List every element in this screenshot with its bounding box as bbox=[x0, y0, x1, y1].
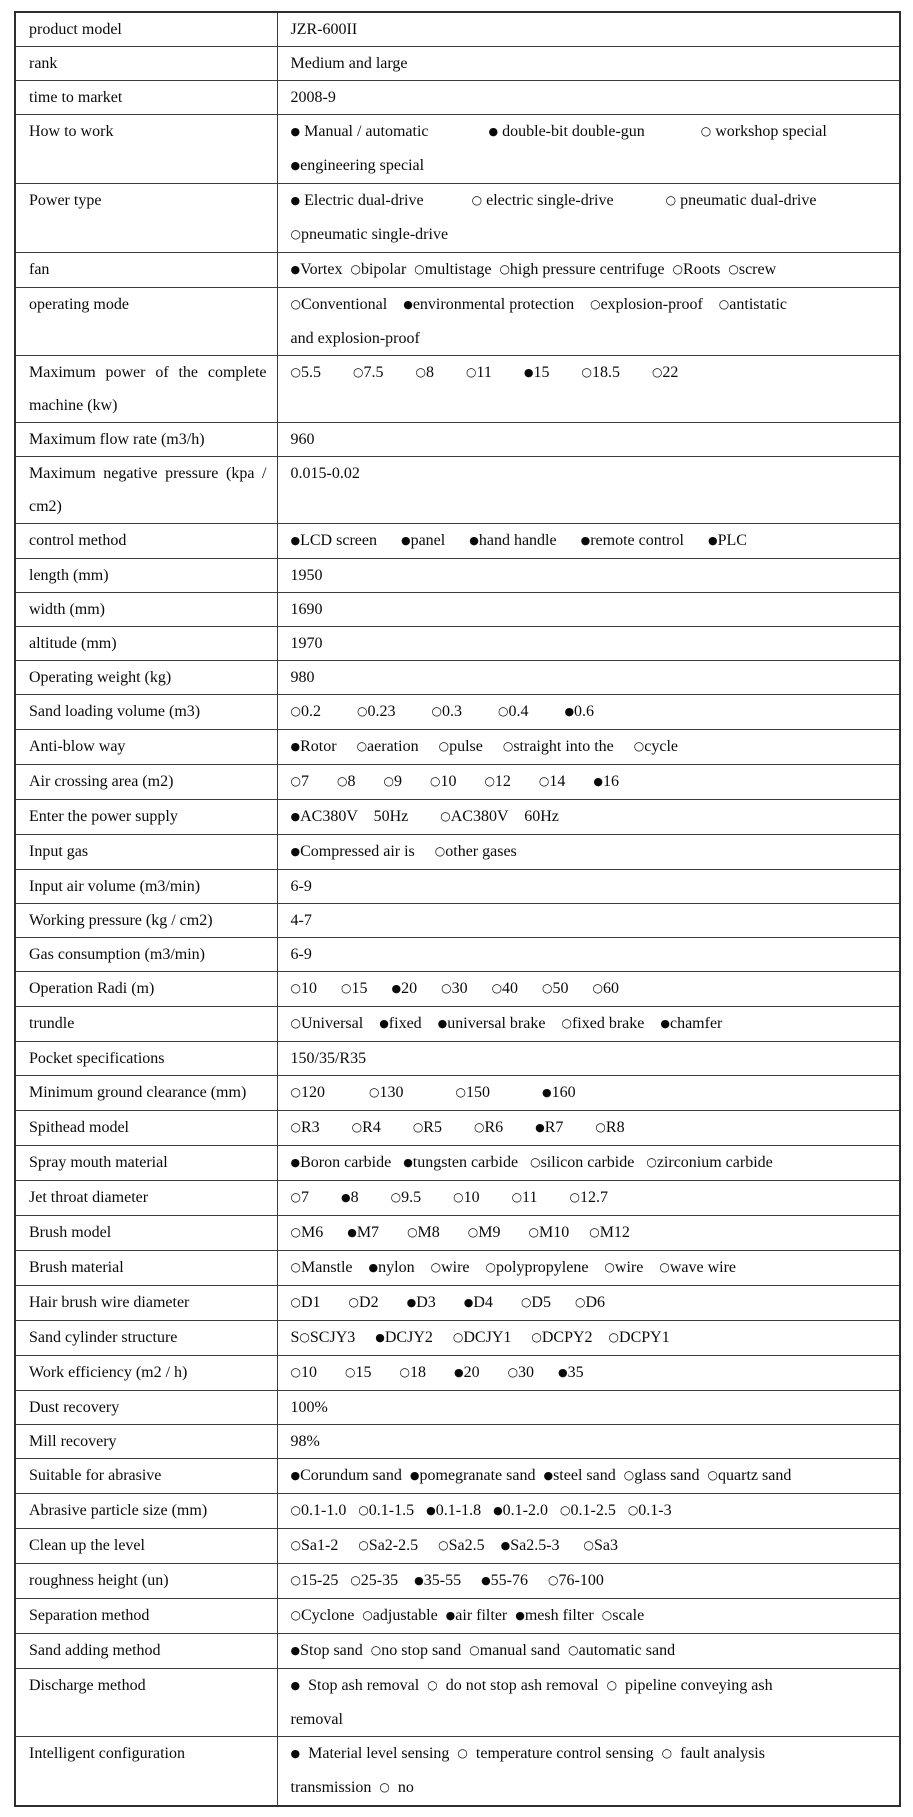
spec-value: Medium and large bbox=[277, 47, 900, 81]
filled-radio-icon: ● bbox=[290, 1679, 301, 1692]
spec-label: Clean up the level bbox=[15, 1529, 277, 1564]
empty-radio-icon: ○ bbox=[465, 365, 477, 379]
spec-label: Anti-blow way bbox=[15, 730, 277, 765]
spec-row bbox=[15, 730, 900, 765]
empty-radio-icon: ○ bbox=[502, 739, 514, 753]
filled-radio-icon: ● bbox=[290, 194, 301, 207]
empty-radio-icon: ○ bbox=[290, 1503, 301, 1517]
empty-radio-icon: ○ bbox=[379, 1780, 390, 1794]
spec-label: fan bbox=[15, 253, 277, 288]
empty-radio-icon: ○ bbox=[530, 1155, 541, 1169]
empty-radio-icon: ○ bbox=[399, 1365, 410, 1379]
empty-radio-icon: ○ bbox=[469, 1643, 480, 1657]
spec-value: ○R3 ○R4 ○R5 ○R6 ●R7 ○R8 bbox=[277, 1111, 900, 1146]
spec-row bbox=[15, 1216, 900, 1251]
spec-label: Minimum ground clearance (mm) bbox=[15, 1076, 277, 1111]
filled-radio-icon: ● bbox=[453, 1366, 464, 1379]
filled-radio-icon: ● bbox=[340, 1191, 351, 1204]
spec-value: ○7 ○8 ○9 ○10 ○12 ○14 ●16 bbox=[277, 765, 900, 800]
empty-radio-icon: ○ bbox=[290, 1016, 301, 1030]
spec-label: trundle bbox=[15, 1007, 277, 1042]
empty-radio-icon: ○ bbox=[356, 704, 368, 718]
spec-label: length (mm) bbox=[15, 559, 277, 593]
filled-radio-icon: ● bbox=[564, 705, 575, 718]
filled-radio-icon: ● bbox=[403, 1156, 413, 1169]
empty-radio-icon: ○ bbox=[438, 739, 450, 753]
spec-value: ●Rotor ○aeration ○pulse ○straight into the ○cycle bbox=[277, 730, 900, 765]
empty-radio-icon: ○ bbox=[290, 1538, 301, 1552]
empty-radio-icon: ○ bbox=[455, 1085, 466, 1099]
filled-radio-icon: ● bbox=[379, 1017, 389, 1030]
spec-label: width (mm) bbox=[15, 593, 277, 627]
empty-radio-icon: ○ bbox=[453, 1190, 464, 1204]
filled-radio-icon: ● bbox=[409, 1469, 420, 1482]
spec-value: ●AC380V 50Hz ○AC380V 60Hz bbox=[277, 800, 900, 835]
empty-radio-icon: ○ bbox=[440, 809, 451, 823]
empty-radio-icon: ○ bbox=[290, 774, 301, 788]
filled-radio-icon: ● bbox=[290, 1644, 301, 1657]
spec-row bbox=[15, 115, 900, 184]
empty-radio-icon: ○ bbox=[528, 1225, 539, 1239]
empty-radio-icon: ○ bbox=[569, 1190, 580, 1204]
spec-row bbox=[15, 593, 900, 627]
empty-radio-icon: ○ bbox=[290, 1260, 301, 1274]
spec-label: Spray mouth material bbox=[15, 1146, 277, 1181]
empty-radio-icon: ○ bbox=[604, 1260, 615, 1274]
empty-radio-icon: ○ bbox=[350, 262, 361, 276]
spec-label: Gas consumption (m3/min) bbox=[15, 938, 277, 972]
spec-row bbox=[15, 1076, 900, 1111]
filled-radio-icon: ● bbox=[400, 534, 411, 547]
spec-value: ●Compressed air is ○other gases bbox=[277, 835, 900, 870]
spec-row bbox=[15, 524, 900, 559]
spec-row bbox=[15, 1737, 900, 1807]
empty-radio-icon: ○ bbox=[592, 981, 604, 995]
empty-radio-icon: ○ bbox=[290, 1365, 301, 1379]
spec-value: ○Manstle ●nylon ○wire ○polypropylene ○wire ○wave wire bbox=[277, 1251, 900, 1286]
empty-radio-icon: ○ bbox=[520, 1295, 532, 1309]
filled-radio-icon: ● bbox=[290, 845, 301, 858]
spec-table-body bbox=[15, 12, 900, 1806]
filled-radio-icon: ● bbox=[535, 1121, 545, 1134]
filled-radio-icon: ● bbox=[660, 1017, 670, 1030]
spec-row bbox=[15, 1321, 900, 1356]
spec-value: JZR-600II bbox=[277, 12, 900, 47]
spec-row bbox=[15, 559, 900, 593]
empty-radio-icon: ○ bbox=[627, 1503, 639, 1517]
empty-radio-icon: ○ bbox=[290, 981, 301, 995]
empty-radio-icon: ○ bbox=[548, 1573, 559, 1587]
spec-value: ● Manual / automatic ● double-bit double-gun ○ workshop special ●engineering special bbox=[277, 115, 900, 184]
empty-radio-icon: ○ bbox=[430, 1260, 442, 1274]
spec-value: 1690 bbox=[277, 593, 900, 627]
spec-row bbox=[15, 1529, 900, 1564]
empty-radio-icon: ○ bbox=[352, 365, 364, 379]
empty-radio-icon: ○ bbox=[290, 227, 301, 241]
spec-value: 1950 bbox=[277, 559, 900, 593]
empty-radio-icon: ○ bbox=[665, 193, 677, 207]
filled-radio-icon: ● bbox=[290, 1469, 301, 1482]
empty-radio-icon: ○ bbox=[700, 124, 712, 138]
empty-radio-icon: ○ bbox=[452, 1330, 464, 1344]
empty-radio-icon: ○ bbox=[511, 1190, 523, 1204]
spec-row bbox=[15, 47, 900, 81]
spec-row bbox=[15, 627, 900, 661]
empty-radio-icon: ○ bbox=[358, 1538, 369, 1552]
empty-radio-icon: ○ bbox=[390, 1190, 402, 1204]
empty-radio-icon: ○ bbox=[471, 193, 483, 207]
empty-radio-icon: ○ bbox=[412, 1120, 424, 1134]
empty-radio-icon: ○ bbox=[457, 1746, 468, 1760]
spec-value: ○15-25 ○25-35 ●35-55 ●55-76 ○76-100 bbox=[277, 1564, 900, 1599]
spec-label: Maximum negative pressure (kpa / cm2) bbox=[15, 457, 277, 524]
spec-label: Input air volume (m3/min) bbox=[15, 870, 277, 904]
empty-radio-icon: ○ bbox=[651, 365, 663, 379]
empty-radio-icon: ○ bbox=[672, 262, 684, 276]
spec-row bbox=[15, 1146, 900, 1181]
spec-value: ● Stop ash removal ○ do not stop ash removal ○ pipeline conveying ash removal bbox=[277, 1669, 900, 1737]
filled-radio-icon: ● bbox=[426, 1504, 436, 1517]
filled-radio-icon: ● bbox=[290, 1747, 301, 1760]
empty-radio-icon: ○ bbox=[344, 1365, 356, 1379]
spec-row bbox=[15, 457, 900, 524]
empty-radio-icon: ○ bbox=[467, 1225, 479, 1239]
spec-row bbox=[15, 835, 900, 870]
filled-radio-icon: ● bbox=[406, 1296, 417, 1309]
empty-radio-icon: ○ bbox=[434, 844, 446, 858]
spec-label: Sand loading volume (m3) bbox=[15, 695, 277, 730]
filled-radio-icon: ● bbox=[290, 810, 301, 823]
spec-label: Power type bbox=[15, 184, 277, 253]
spec-label: Intelligent configuration bbox=[15, 1737, 277, 1807]
filled-radio-icon: ● bbox=[558, 1366, 568, 1379]
spec-value: ● Electric dual-drive ○ electric single-drive ○ pneumatic dual-drive ○pneumatic single-drive bbox=[277, 184, 900, 253]
spec-label: rank bbox=[15, 47, 277, 81]
filled-radio-icon: ● bbox=[500, 1539, 511, 1552]
empty-radio-icon: ○ bbox=[429, 774, 441, 788]
empty-radio-icon: ○ bbox=[340, 981, 352, 995]
spec-row bbox=[15, 1494, 900, 1529]
empty-radio-icon: ○ bbox=[407, 1225, 418, 1239]
spec-value: 4-7 bbox=[277, 904, 900, 938]
empty-radio-icon: ○ bbox=[358, 1503, 369, 1517]
filled-radio-icon: ● bbox=[707, 534, 718, 547]
spec-value: ○0.1-1.0 ○0.1-1.5 ●0.1-1.8 ●0.1-2.0 ○0.1-2.5 ○0.1-3 bbox=[277, 1494, 900, 1529]
spec-value: S○SCJY3 ●DCJY2 ○DCJY1 ○DCPY2 ○DCPY1 bbox=[277, 1321, 900, 1356]
spec-label: Separation method bbox=[15, 1599, 277, 1634]
spec-value: ○120 ○130 ○150 ●160 bbox=[277, 1076, 900, 1111]
filled-radio-icon: ● bbox=[403, 298, 413, 311]
spec-label: Pocket specifications bbox=[15, 1042, 277, 1076]
filled-radio-icon: ● bbox=[543, 1469, 554, 1482]
empty-radio-icon: ○ bbox=[507, 1365, 519, 1379]
empty-radio-icon: ○ bbox=[590, 297, 601, 311]
empty-radio-icon: ○ bbox=[362, 1608, 373, 1622]
empty-radio-icon: ○ bbox=[497, 704, 509, 718]
empty-radio-icon: ○ bbox=[633, 739, 645, 753]
empty-radio-icon: ○ bbox=[581, 365, 592, 379]
empty-radio-icon: ○ bbox=[290, 297, 301, 311]
spec-label: How to work bbox=[15, 115, 277, 184]
spec-value: ○0.2 ○0.23 ○0.3 ○0.4 ●0.6 bbox=[277, 695, 900, 730]
filled-radio-icon: ● bbox=[493, 1504, 503, 1517]
spec-row bbox=[15, 1286, 900, 1321]
empty-radio-icon: ○ bbox=[351, 1120, 363, 1134]
empty-radio-icon: ○ bbox=[538, 774, 550, 788]
spec-label: Dust recovery bbox=[15, 1391, 277, 1425]
empty-radio-icon: ○ bbox=[568, 1643, 579, 1657]
spec-label: product model bbox=[15, 12, 277, 47]
spec-row bbox=[15, 423, 900, 457]
empty-radio-icon: ○ bbox=[707, 1468, 719, 1482]
spec-value: ○Conventional ●environmental protection ○explosion-proof ○antistatic and explosion-proof bbox=[277, 288, 900, 356]
spec-value: 98% bbox=[277, 1425, 900, 1459]
filled-radio-icon: ● bbox=[290, 534, 301, 547]
spec-label: Mill recovery bbox=[15, 1425, 277, 1459]
spec-row bbox=[15, 184, 900, 253]
empty-radio-icon: ○ bbox=[606, 1678, 618, 1692]
empty-radio-icon: ○ bbox=[441, 981, 452, 995]
spec-row bbox=[15, 1634, 900, 1669]
filled-radio-icon: ● bbox=[290, 159, 301, 172]
empty-radio-icon: ○ bbox=[415, 365, 426, 379]
spec-value: ●Boron carbide ●tungsten carbide ○silicon carbide ○zirconium carbide bbox=[277, 1146, 900, 1181]
empty-radio-icon: ○ bbox=[290, 1085, 301, 1099]
empty-radio-icon: ○ bbox=[290, 704, 301, 718]
spec-row bbox=[15, 1459, 900, 1494]
filled-radio-icon: ● bbox=[290, 125, 301, 138]
empty-radio-icon: ○ bbox=[574, 1295, 586, 1309]
spec-label: Operation Radi (m) bbox=[15, 972, 277, 1007]
spec-label: Suitable for abrasive bbox=[15, 1459, 277, 1494]
spec-row bbox=[15, 938, 900, 972]
spec-value: 1970 bbox=[277, 627, 900, 661]
spec-row bbox=[15, 765, 900, 800]
spec-value: ●Corundum sand ●pomegranate sand ●steel sand ○glass sand ○quartz sand bbox=[277, 1459, 900, 1494]
filled-radio-icon: ● bbox=[580, 534, 591, 547]
spec-row bbox=[15, 253, 900, 288]
spec-row bbox=[15, 1425, 900, 1459]
empty-radio-icon: ○ bbox=[608, 1330, 620, 1344]
spec-value: 980 bbox=[277, 661, 900, 695]
filled-radio-icon: ● bbox=[290, 740, 301, 753]
spec-label: altitude (mm) bbox=[15, 627, 277, 661]
spec-label: Enter the power supply bbox=[15, 800, 277, 835]
spec-row bbox=[15, 1356, 900, 1391]
spec-label: Working pressure (kg / cm2) bbox=[15, 904, 277, 938]
spec-row bbox=[15, 870, 900, 904]
spec-label: operating mode bbox=[15, 288, 277, 356]
empty-radio-icon: ○ bbox=[661, 1746, 673, 1760]
spec-label: time to market bbox=[15, 81, 277, 115]
spec-label: Spithead model bbox=[15, 1111, 277, 1146]
empty-radio-icon: ○ bbox=[431, 704, 442, 718]
empty-radio-icon: ○ bbox=[299, 1330, 310, 1344]
empty-radio-icon: ○ bbox=[499, 262, 510, 276]
spec-value: ●Vortex ○bipolar ○multistage ○high pressure centrifuge ○Roots ○screw bbox=[277, 253, 900, 288]
spec-row bbox=[15, 695, 900, 730]
empty-radio-icon: ○ bbox=[290, 1225, 301, 1239]
spec-value: 960 bbox=[277, 423, 900, 457]
empty-radio-icon: ○ bbox=[623, 1468, 635, 1482]
filled-radio-icon: ● bbox=[414, 1574, 424, 1587]
spec-label: Work efficiency (m2 / h) bbox=[15, 1356, 277, 1391]
empty-radio-icon: ○ bbox=[589, 1225, 600, 1239]
spec-value: 2008-9 bbox=[277, 81, 900, 115]
spec-label: control method bbox=[15, 524, 277, 559]
empty-radio-icon: ○ bbox=[414, 262, 425, 276]
spec-label: Abrasive particle size (mm) bbox=[15, 1494, 277, 1529]
empty-radio-icon: ○ bbox=[290, 1573, 301, 1587]
empty-radio-icon: ○ bbox=[491, 981, 503, 995]
spec-row bbox=[15, 661, 900, 695]
empty-radio-icon: ○ bbox=[718, 297, 730, 311]
filled-radio-icon: ● bbox=[290, 263, 301, 276]
spec-value: ○M6 ●M7 ○M8 ○M9 ○M10 ○M12 bbox=[277, 1216, 900, 1251]
spec-row bbox=[15, 1669, 900, 1737]
spec-label: Discharge method bbox=[15, 1669, 277, 1737]
spec-row bbox=[15, 288, 900, 356]
spec-value: ○10 ○15 ●20 ○30 ○40 ○50 ○60 bbox=[277, 972, 900, 1007]
empty-radio-icon: ○ bbox=[336, 774, 348, 788]
empty-radio-icon: ○ bbox=[601, 1608, 613, 1622]
empty-radio-icon: ○ bbox=[368, 1085, 380, 1099]
spec-row bbox=[15, 1564, 900, 1599]
empty-radio-icon: ○ bbox=[531, 1330, 542, 1344]
spec-row bbox=[15, 904, 900, 938]
spec-label: Hair brush wire diameter bbox=[15, 1286, 277, 1321]
spec-label: Air crossing area (m2) bbox=[15, 765, 277, 800]
spec-row bbox=[15, 81, 900, 115]
empty-radio-icon: ○ bbox=[290, 1608, 301, 1622]
filled-radio-icon: ● bbox=[445, 1609, 456, 1622]
filled-radio-icon: ● bbox=[368, 1261, 379, 1274]
empty-radio-icon: ○ bbox=[473, 1120, 485, 1134]
empty-radio-icon: ○ bbox=[290, 1120, 301, 1134]
filled-radio-icon: ● bbox=[515, 1609, 525, 1622]
filled-radio-icon: ● bbox=[290, 1156, 301, 1169]
empty-radio-icon: ○ bbox=[290, 1295, 301, 1309]
spec-row bbox=[15, 972, 900, 1007]
spec-value: ○Sa1-2 ○Sa2-2.5 ○Sa2.5 ●Sa2.5-3 ○Sa3 bbox=[277, 1529, 900, 1564]
spec-value: ○Universal ●fixed ●universal brake ○fixed brake ●chamfer bbox=[277, 1007, 900, 1042]
spec-value: ○Cyclone ○adjustable ●air filter ●mesh filter ○scale bbox=[277, 1599, 900, 1634]
filled-radio-icon: ● bbox=[488, 125, 499, 138]
spec-row bbox=[15, 1042, 900, 1076]
spec-label: Maximum power of the complete machine (kw) bbox=[15, 356, 277, 423]
spec-value: 150/35/R35 bbox=[277, 1042, 900, 1076]
filled-radio-icon: ● bbox=[541, 1086, 552, 1099]
spec-label: Operating weight (kg) bbox=[15, 661, 277, 695]
spec-value: 6-9 bbox=[277, 938, 900, 972]
empty-radio-icon: ○ bbox=[350, 1573, 361, 1587]
spec-value: ○D1 ○D2 ●D3 ●D4 ○D5 ○D6 bbox=[277, 1286, 900, 1321]
filled-radio-icon: ● bbox=[437, 1017, 448, 1030]
filled-radio-icon: ● bbox=[391, 982, 402, 995]
spec-row bbox=[15, 1599, 900, 1634]
filled-radio-icon: ● bbox=[463, 1296, 474, 1309]
empty-radio-icon: ○ bbox=[583, 1538, 595, 1552]
spec-row bbox=[15, 356, 900, 423]
spec-label: Brush model bbox=[15, 1216, 277, 1251]
spec-label: Input gas bbox=[15, 835, 277, 870]
spec-label: Sand adding method bbox=[15, 1634, 277, 1669]
filled-radio-icon: ● bbox=[469, 534, 479, 547]
empty-radio-icon: ○ bbox=[290, 365, 301, 379]
empty-radio-icon: ○ bbox=[438, 1538, 449, 1552]
empty-radio-icon: ○ bbox=[542, 981, 553, 995]
filled-radio-icon: ● bbox=[593, 775, 604, 788]
spec-row bbox=[15, 1391, 900, 1425]
empty-radio-icon: ○ bbox=[348, 1295, 360, 1309]
spec-label: roughness height (un) bbox=[15, 1564, 277, 1599]
spec-value: ○10 ○15 ○18 ●20 ○30 ●35 bbox=[277, 1356, 900, 1391]
empty-radio-icon: ○ bbox=[728, 262, 739, 276]
empty-radio-icon: ○ bbox=[427, 1678, 438, 1692]
empty-radio-icon: ○ bbox=[595, 1120, 606, 1134]
spec-value: 0.015-0.02 bbox=[277, 457, 900, 524]
empty-radio-icon: ○ bbox=[659, 1260, 670, 1274]
spec-row bbox=[15, 12, 900, 47]
filled-radio-icon: ● bbox=[523, 366, 534, 379]
spec-value: ●LCD screen ●panel ●hand handle ●remote control ●PLC bbox=[277, 524, 900, 559]
spec-table bbox=[14, 11, 901, 1807]
empty-radio-icon: ○ bbox=[646, 1155, 657, 1169]
filled-radio-icon: ● bbox=[481, 1574, 491, 1587]
empty-radio-icon: ○ bbox=[356, 739, 368, 753]
empty-radio-icon: ○ bbox=[383, 774, 394, 788]
empty-radio-icon: ○ bbox=[370, 1643, 382, 1657]
spec-label: Sand cylinder structure bbox=[15, 1321, 277, 1356]
empty-radio-icon: ○ bbox=[290, 1190, 301, 1204]
spec-label: Maximum flow rate (m3/h) bbox=[15, 423, 277, 457]
filled-radio-icon: ● bbox=[375, 1331, 385, 1344]
spec-value: ○7 ●8 ○9.5 ○10 ○11 ○12.7 bbox=[277, 1181, 900, 1216]
spec-value: 100% bbox=[277, 1391, 900, 1425]
spec-row bbox=[15, 800, 900, 835]
spec-row bbox=[15, 1007, 900, 1042]
spec-value: ●Stop sand ○no stop sand ○manual sand ○automatic sand bbox=[277, 1634, 900, 1669]
spec-value: ○5.5 ○7.5 ○8 ○11 ●15 ○18.5 ○22 bbox=[277, 356, 900, 423]
spec-value: 6-9 bbox=[277, 870, 900, 904]
spec-label: Brush material bbox=[15, 1251, 277, 1286]
empty-radio-icon: ○ bbox=[560, 1503, 571, 1517]
spec-value: ● Material level sensing ○ temperature control sensing ○ fault analysis transmission ○ no bbox=[277, 1737, 900, 1807]
empty-radio-icon: ○ bbox=[561, 1016, 572, 1030]
empty-radio-icon: ○ bbox=[485, 1260, 496, 1274]
filled-radio-icon: ● bbox=[347, 1226, 357, 1239]
empty-radio-icon: ○ bbox=[484, 774, 495, 788]
spec-label: Jet throat diameter bbox=[15, 1181, 277, 1216]
spec-row bbox=[15, 1111, 900, 1146]
spec-row bbox=[15, 1251, 900, 1286]
spec-row bbox=[15, 1181, 900, 1216]
